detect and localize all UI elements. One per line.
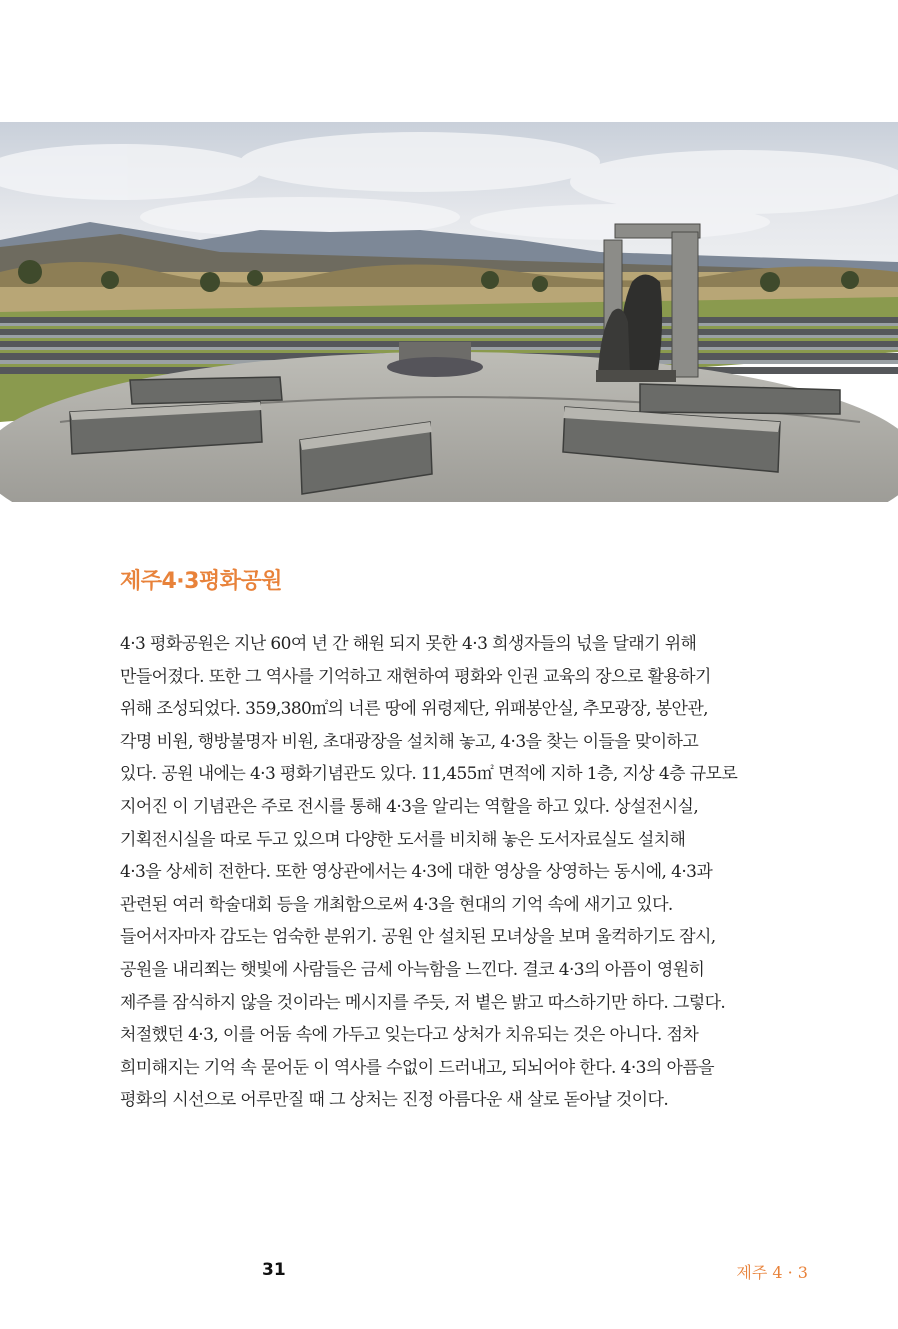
body-line: 지어진 이 기념관은 주로 전시를 통해 4·3을 알리는 역할을 하고 있다. 상설전시실, [120,796,699,817]
body-line: 제주를 잠식하지 않을 것이라는 메시지를 주듯, 저 볕은 밝고 따스하기만 하다. 그렇다. [120,992,726,1013]
body-line: 희미해지는 기억 속 묻어둔 이 역사를 수없이 드러내고, 되뇌어야 한다. 4·3의 아픔을 [120,1057,714,1078]
body-line: 기획전시실을 따로 두고 있으며 다양한 도서를 비치해 놓은 도서자료실도 설치해 [120,829,686,850]
photo-illustration [0,122,898,502]
body-line: 관련된 여러 학술대회 등을 개최함으로써 4·3을 현대의 기억 속에 새기고 있다. [120,894,673,915]
body-line: 위해 조성되었다. 359,380㎡의 너른 땅에 위령제단, 위패봉안실, 추모광장, 봉안관, [120,699,708,720]
body-line: 만들어졌다. 또한 그 역사를 기억하고 재현하여 평화와 인권 교육의 장으로 활용하기 [120,666,711,687]
body-line: 4·3을 상세히 전한다. 또한 영상관에서는 4·3에 대한 영상을 상영하는 동시에, 4·3과 [120,862,713,883]
body-line: 있다. 공원 내에는 4·3 평화기념관도 있다. 11,455㎡ 면적에 지하 1층, 지상 4층 규모로 [120,764,738,785]
body-line: 들어서자마자 감도는 엄숙한 분위기. 공원 안 설치된 모녀상을 보며 울컥하기도 잠시, [120,927,716,948]
body-line: 각명 비원, 행방불명자 비원, 초대광장을 설치해 놓고, 4·3을 찾는 이들을 맞이하고 [120,731,699,752]
body-line: 처절했던 4·3, 이를 어둠 속에 가두고 잊는다고 상처가 치유되는 것은 아니다. 점차 [120,1025,699,1046]
body-paragraph [120,628,810,1117]
page-title: 제주4·3평화공원 [120,569,282,594]
memorial-park-photo [0,122,898,502]
running-title: 제주 4 · 3 [736,1263,808,1282]
body-line: 평화의 시선으로 어루만질 때 그 상처는 진정 아름다운 새 살로 돋아날 것이다. [120,1090,669,1111]
body-line: 공원을 내리쬐는 햇빛에 사람들은 금세 아늑함을 느낀다. 결코 4·3의 아픔이 영원히 [120,959,705,980]
body-line: 4·3 평화공원은 지난 60여 년 간 해원 되지 못한 4·3 희생자들의 넋을 달래기 위해 [120,634,697,654]
page-number: 31 [262,1260,286,1280]
